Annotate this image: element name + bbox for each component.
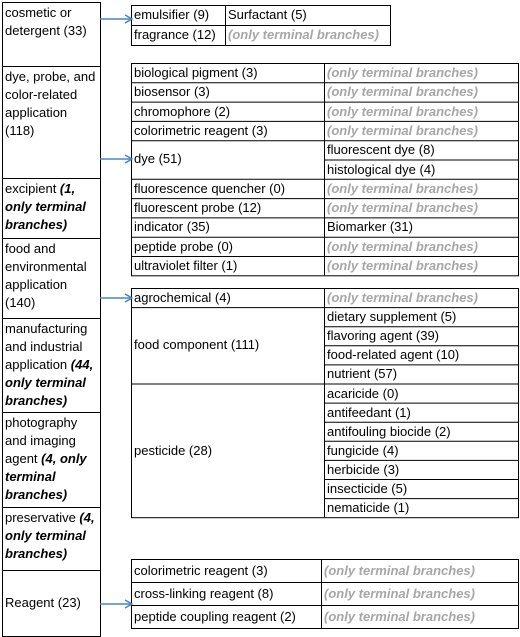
cosmetic-item: fragrance (12): [134, 27, 216, 42]
dye-child-item: Biomarker (31): [327, 219, 413, 235]
category-preservative: [2, 507, 100, 570]
dye-terminal-note: (only terminal branches): [327, 258, 478, 273]
dye-item: colorimetric reagent (3): [134, 122, 268, 138]
dye-terminal-note: (only terminal branches): [327, 103, 478, 119]
food-child-item: acaricide (0): [327, 385, 399, 401]
food-child-item: nutrient (57): [327, 366, 398, 382]
category-excipient: [2, 178, 100, 238]
category-note: (44, only terminal branches): [5, 357, 94, 408]
food-child-item: nematicide (1): [327, 500, 410, 516]
category-reagent: [2, 570, 100, 636]
dye-item: chromophore (2): [134, 103, 231, 119]
cosmetic-terminal-note: (only terminal branches): [228, 27, 379, 42]
cosmetic-child-item: Surfactant (5): [228, 7, 307, 22]
dye-item: biological pigment (3): [134, 65, 258, 80]
dye-terminal-note: (only terminal branches): [327, 122, 478, 138]
category-note: (1, only terminal branches): [5, 181, 86, 232]
category-food: [2, 238, 100, 318]
category-dye: [2, 66, 100, 178]
food-item: pesticide (28): [134, 442, 213, 458]
reagent-item: peptide coupling reagent (2): [134, 609, 296, 624]
reagent-terminal-note: (only terminal branches): [324, 563, 475, 578]
food-child-item: herbicide (3): [327, 461, 400, 477]
category-note: (4, only terminal branches): [5, 510, 95, 561]
category-cosmetic: [2, 2, 100, 66]
dye-terminal-note: (only terminal branches): [327, 65, 478, 80]
food-child-item: fungicide (4): [327, 442, 399, 458]
dye-terminal-note: (only terminal branches): [327, 180, 478, 196]
dye-child-item: fluorescent dye (8): [327, 142, 435, 158]
category-name: cosmetic or detergent (33): [5, 5, 87, 38]
dye-terminal-note: (only terminal branches): [327, 238, 478, 254]
category-photography: [2, 412, 100, 507]
category-note: (4, only terminal branches): [5, 451, 87, 502]
category-name: food and environmental application (140): [5, 241, 87, 310]
food-child-item: antifouling biocide (2): [327, 423, 451, 439]
dye-child-item: histological dye (4): [327, 161, 436, 177]
category-name: preservative: [5, 510, 80, 525]
food-child-item: antifeedant (1): [327, 404, 411, 420]
reagent-terminal-note: (only terminal branches): [324, 586, 475, 601]
category-name: excipient: [5, 181, 60, 196]
dye-item: dye (51): [134, 151, 182, 167]
category-name: dye, probe, and color-related application (118): [5, 69, 96, 138]
food-item: agrochemical (4): [134, 290, 231, 305]
dye-item: fluorescence quencher (0): [134, 180, 286, 196]
reagent-terminal-note: (only terminal branches): [324, 609, 475, 624]
cosmetic-item: emulsifier (9): [134, 7, 210, 22]
food-child-item: food-related agent (10): [327, 347, 460, 363]
dye-item: fluorescent probe (12): [134, 200, 262, 216]
reagent-item: cross-linking reagent (8): [134, 586, 274, 601]
dye-item: peptide probe (0): [134, 238, 234, 254]
food-item: food component (111): [134, 337, 260, 353]
category-name: Reagent (23): [5, 595, 81, 610]
reagent-item: colorimetric reagent (3): [134, 563, 268, 578]
dye-terminal-note: (only terminal branches): [327, 84, 478, 100]
food-child-item: dietary supplement (5): [327, 309, 457, 325]
dye-item: biosensor (3): [134, 84, 210, 100]
dye-item: ultraviolet filter (1): [134, 258, 238, 273]
dye-terminal-note: (only terminal branches): [327, 200, 478, 216]
dye-item: indicator (35): [134, 219, 210, 235]
food-child-item: flavoring agent (39): [327, 328, 440, 344]
food-terminal-note: (only terminal branches): [327, 290, 478, 305]
category-name: photography and imaging agent: [5, 415, 78, 466]
category-name: manufacturing and industrial application: [5, 321, 88, 372]
food-child-item: insecticide (5): [327, 481, 408, 496]
category-manufacturing: [2, 318, 100, 412]
